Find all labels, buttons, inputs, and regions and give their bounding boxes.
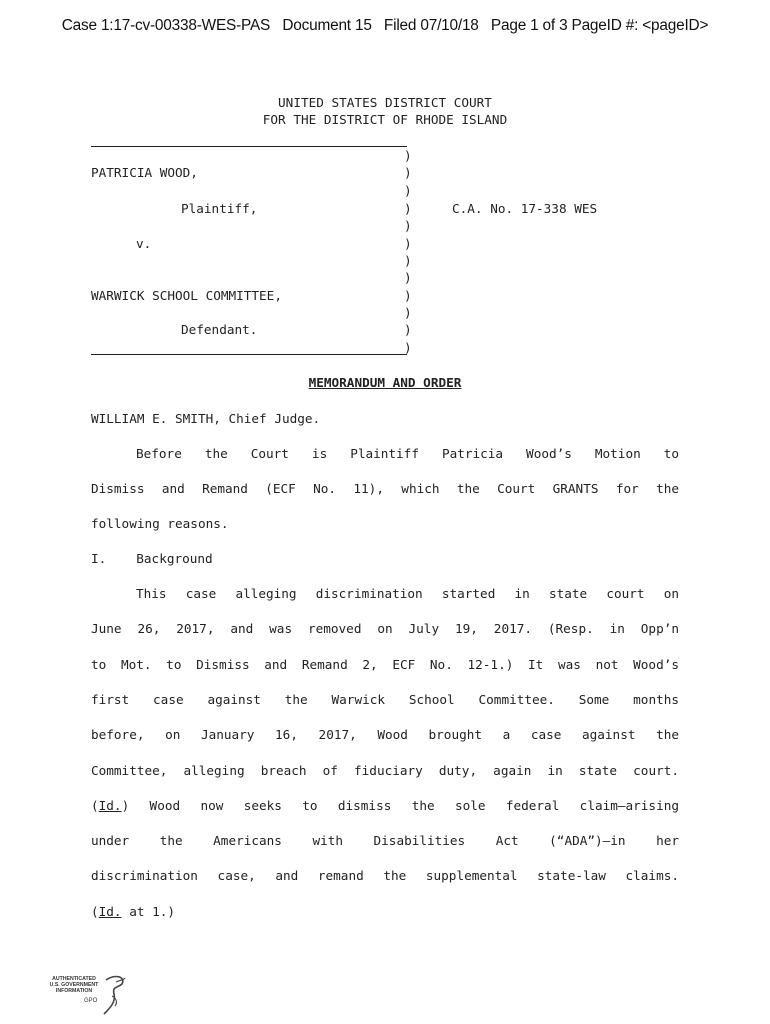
document-title: [0, 375, 770, 390]
court-name: UNITED STATES DISTRICT COURT: [278, 95, 492, 110]
caption-paren: ): [404, 201, 412, 216]
para2-line7: [91, 798, 679, 813]
paren-open: (: [91, 798, 99, 813]
section-number: I.: [91, 551, 107, 566]
caption-paren: ): [404, 288, 412, 303]
civil-action-number: C.A. No. 17-338 WES: [452, 201, 598, 216]
caption-paren: ): [404, 183, 412, 198]
caption-paren: ): [404, 270, 412, 285]
para2-line8: under the Americans with Disabilities Act (“ADA”)—in her: [91, 833, 679, 848]
defendant-name: WARWICK SCHOOL COMMITTEE,: [91, 288, 282, 303]
seal-text: [44, 976, 104, 994]
caption-paren: ): [404, 148, 412, 163]
gpo-authentication-seal: [44, 974, 130, 1018]
citation-id: Id.: [98, 798, 122, 813]
para2-line9: discrimination case, and remand the supplemental state-law claims.: [91, 868, 679, 883]
para2-line1: This case alleging discrimination started in state court on: [136, 586, 679, 601]
paren-open: (: [91, 904, 99, 919]
court-district: FOR THE DISTRICT OF RHODE ISLAND: [262, 112, 508, 127]
seal-line3: INFORMATION: [55, 988, 93, 994]
para2-line4: first case against the Warwick School Committee. Some months: [91, 692, 679, 707]
caption-paren: ): [404, 340, 412, 355]
eagle-icon: [100, 974, 130, 1018]
plaintiff-role: Plaintiff,: [181, 201, 258, 216]
section-title: Background: [136, 551, 213, 566]
plaintiff-name: PATRICIA WOOD,: [91, 165, 198, 180]
para2-line2: June 26, 2017, and was removed on July 19, 2017. (Resp. in Opp’n: [91, 621, 679, 636]
caption-paren: ): [404, 218, 412, 233]
para2-line5: before, on January 16, 2017, Wood brought a case against the: [91, 727, 679, 742]
judge-line: WILLIAM E. SMITH, Chief Judge.: [91, 411, 321, 426]
para1-line1: Before the Court is Plaintiff Patricia Wood’s Motion to: [136, 446, 679, 461]
caption-bottom-rule: [91, 354, 407, 355]
seal-line2: U.S. GOVERNMENT: [49, 982, 99, 988]
para1-line3: following reasons.: [91, 516, 229, 531]
seal-gpo: GPO: [84, 998, 98, 1004]
page-info: Page 1 of 3 PageID #: <pageID>: [490, 17, 709, 34]
caption-paren: ): [404, 322, 412, 337]
caption-paren: ): [404, 253, 412, 268]
para2-line10-text: at 1.): [121, 904, 176, 919]
case-number-header: Case 1:17-cv-00338-WES-PAS: [61, 17, 271, 34]
para1-line2: Dismiss and Remand (ECF No. 11), which the Court GRANTS for the: [91, 481, 679, 496]
defendant-role: Defendant.: [181, 322, 258, 337]
citation-id: Id.: [98, 904, 122, 919]
para2-line6: Committee, alleging breach of fiduciary duty, again in state court.: [91, 763, 679, 778]
filing-header: [0, 17, 770, 35]
para2-line3: to Mot. to Dismiss and Remand 2, ECF No. 12-1.) It was not Wood’s: [91, 657, 679, 672]
section-heading: [91, 551, 679, 566]
para2-line10: [91, 904, 679, 919]
versus: v.: [136, 236, 152, 251]
caption-paren: ): [404, 165, 412, 180]
filed-date: Filed 07/10/18: [383, 17, 479, 34]
caption-top-rule: [91, 146, 407, 147]
para2-line7-text: ) Wood now seeks to dismiss the sole federal claim—arising: [121, 798, 679, 813]
caption-paren: ): [404, 236, 412, 251]
document-number: Document 15: [282, 17, 372, 34]
caption-paren: ): [404, 305, 412, 320]
document-title-text: MEMORANDUM AND ORDER: [308, 375, 462, 390]
seal-line1: AUTHENTICATED: [52, 976, 96, 982]
